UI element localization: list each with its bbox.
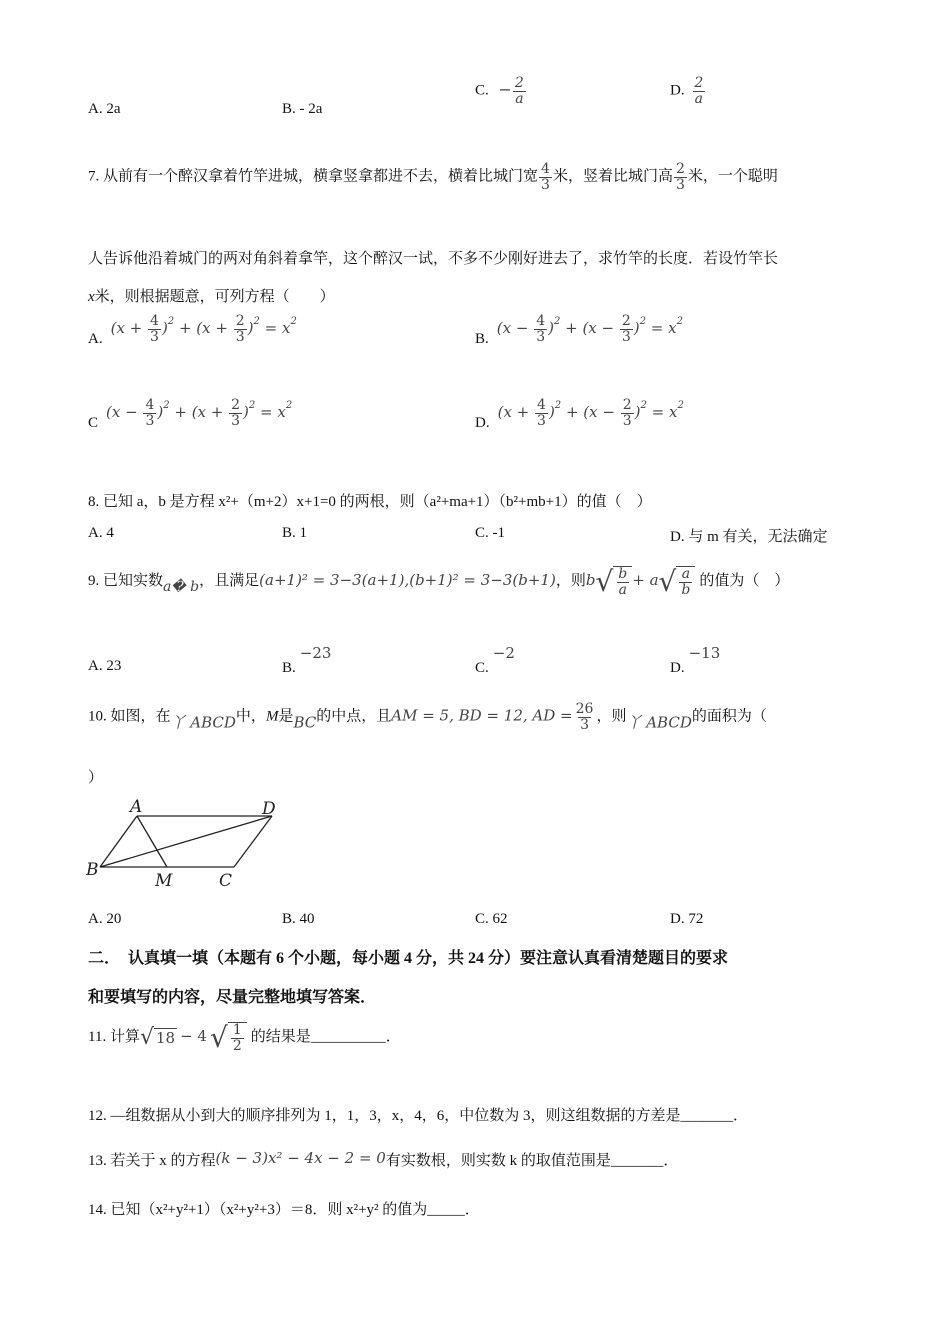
segment-dc xyxy=(234,816,272,867)
q14-stem: 14. 已知（x²+y²+1）（x²+y²+3）＝8．则 x²+y² 的值为_____． xyxy=(88,1202,480,1218)
q13-stem: 13. 若关于 x 的方程(k − 3)x² − 4x − 2 = 0有实数根，则实数 k 的取值范围是_______． xyxy=(88,1149,679,1169)
q9-expr-b: b xyxy=(585,571,596,590)
q7-fraction-2-3: $\frac{2}{3}$ xyxy=(675,161,685,193)
q6-option-d-fraction: $\frac{2}{a}$ xyxy=(694,75,704,107)
label-m: M xyxy=(155,871,173,890)
q9-option-b: B.−23 xyxy=(282,644,332,676)
q10-stem: 10. 如图，在丫 ABCD中，M是BC的中点，且AM = 5, BD = 12, AD = $\frac{26}{3}$ ，则丫 ABCD的面积为（ xyxy=(88,701,767,733)
q6-option-b: B. - 2a xyxy=(282,101,323,117)
label-b: B xyxy=(86,860,99,880)
q11-sqrt-18: √ 18 xyxy=(139,1024,176,1050)
q6-option-c-label: C. xyxy=(475,82,489,99)
q7-stem-line2: 人告诉他沿着城门的两对角斜着拿竿，这个醉汉一试，不多不少刚好进去了，求竹竿的长度．若设竹竿长 xyxy=(88,251,779,267)
q7-option-equation: (x + $\frac{4}{3}$ )$^2$ + (x + $\frac{2}{3}$ )$^2 = x^2$ xyxy=(110,313,297,345)
q10-option-b: B. 40 xyxy=(282,911,315,927)
q10-parallelogram-figure xyxy=(82,795,292,890)
section2-heading-line2: 和要填写的内容，尽量完整地填写答案． xyxy=(88,989,377,1006)
q7-stem-line3: x米，则根据题意，可列方程（ ） xyxy=(88,289,335,305)
q6-option-c xyxy=(475,76,527,106)
label-d: D xyxy=(262,799,276,819)
q11-stem: 11. 计算 √ 18 − 4 √ $\frac{1}{2}$ 的结果是__________． xyxy=(88,1020,401,1054)
section2-heading-line1: 二． 认真填一填（本题有 6 个小题，每小题 4 分，共 24 分）要注意认真看清楚题目的要求 xyxy=(88,950,729,967)
q9-option-c: C.−2 xyxy=(475,644,515,676)
q7-fraction-4-3: $\frac{4}{3}$ xyxy=(541,161,550,193)
q10-condition: AM = 5, BD = 12, AD = xyxy=(391,706,573,725)
q7-option-a xyxy=(88,313,297,354)
q10-option-c: C. 62 xyxy=(475,911,508,927)
q6-option-d-label: D. xyxy=(670,82,685,99)
q9-option-a: A. 23 xyxy=(88,658,122,674)
q10-parallelogram-2: 丫 ABCD xyxy=(626,713,692,732)
q7-option-equation: (x − $\frac{4}{3}$ )$^2$ + (x + $\frac{2}{3}$ )$^2 = x^2$ xyxy=(106,397,293,429)
q10-parallelogram-1: 丫 ABCD xyxy=(170,713,236,732)
q7-option-b xyxy=(475,313,683,354)
q7-option-label: C xyxy=(88,415,99,432)
q12-stem: 12. —组数据从小到大的顺序排列为 1，1，3，x，4，6，中位数为 3，则这组数据的方差是_______． xyxy=(88,1108,749,1124)
q6-option-c-minus: − xyxy=(498,79,512,99)
q7-option-c xyxy=(88,397,293,438)
q8-option-c: C. -1 xyxy=(475,525,505,541)
q8-stem: 8. 已知 a，b 是方程 x²+（m+2）x+1=0 的两根，则（a²+ma+1）（b²+mb+1）的值（ ） xyxy=(88,494,652,510)
q9-condition: (a+1)² = 3−3(a+1),(b+1)² = 3−3(b+1) xyxy=(259,571,556,590)
q9-expr-plus-a: + a xyxy=(632,571,659,590)
q9-stem: 9. 已知实数a� b，且满足(a+1)² = 3−3(a+1),(b+1)² = 3−3(b+1)，则b √ $\frac{b}{a}$ + a √ $\frac{a}{b}$ 的值为（ ） xyxy=(88,564,790,598)
segment-bd xyxy=(100,816,272,867)
q7-option-label: B. xyxy=(475,331,489,348)
label-a: A xyxy=(130,797,143,817)
q7-option-d xyxy=(475,397,684,438)
q13-equation: (k − 3)x² − 4x − 2 = 0 xyxy=(215,1149,386,1167)
q8-option-d: D. 与 m 有关，无法确定 xyxy=(670,529,828,545)
q9-sqrt-b-over-a: √ $\frac{b}{a}$ xyxy=(595,566,632,597)
segment-am xyxy=(137,816,167,867)
q8-option-a: A. 4 xyxy=(88,525,114,541)
q10-stem-close: ） xyxy=(88,770,104,786)
q9-sqrt-a-over-b: √ $\frac{a}{b}$ xyxy=(659,566,696,597)
q7-option-label: D. xyxy=(475,415,490,432)
q8-option-b: B. 1 xyxy=(282,525,308,541)
q7-option-label: A. xyxy=(88,331,103,348)
label-c: C xyxy=(219,871,233,890)
q7-stem-line1: 7. 从前有一个醉汉拿着竹竿进城，横拿竖拿都进不去，横着比城门宽 $\frac{4}{3}$ 米，竖着比城门高 $\frac{2}{3}$ 米，一个聪明 xyxy=(88,161,778,193)
q10-fraction-26-3: $\frac{26}{3}$ xyxy=(575,701,594,733)
q6-option-c-fraction: $\frac{2}{a}$ xyxy=(514,75,524,107)
q11-sqrt-half: √ $\frac{1}{2}$ xyxy=(210,1022,247,1053)
q10-option-d: D. 72 xyxy=(670,911,704,927)
q6-option-a: A. 2a xyxy=(88,101,121,117)
q7-option-equation: (x + $\frac{4}{3}$ )$^2$ + (x − $\frac{2}{3}$ )$^2 = x^2$ xyxy=(497,397,684,429)
q9-variables: a� b xyxy=(163,579,200,596)
q9-option-d: D.−13 xyxy=(670,644,721,676)
q6-option-d xyxy=(670,76,706,106)
q7-option-equation: (x − $\frac{4}{3}$ )$^2$ + (x − $\frac{2}{3}$ )$^2 = x^2$ xyxy=(496,313,683,345)
q10-option-a: A. 20 xyxy=(88,911,122,927)
segment-ab xyxy=(100,816,137,867)
